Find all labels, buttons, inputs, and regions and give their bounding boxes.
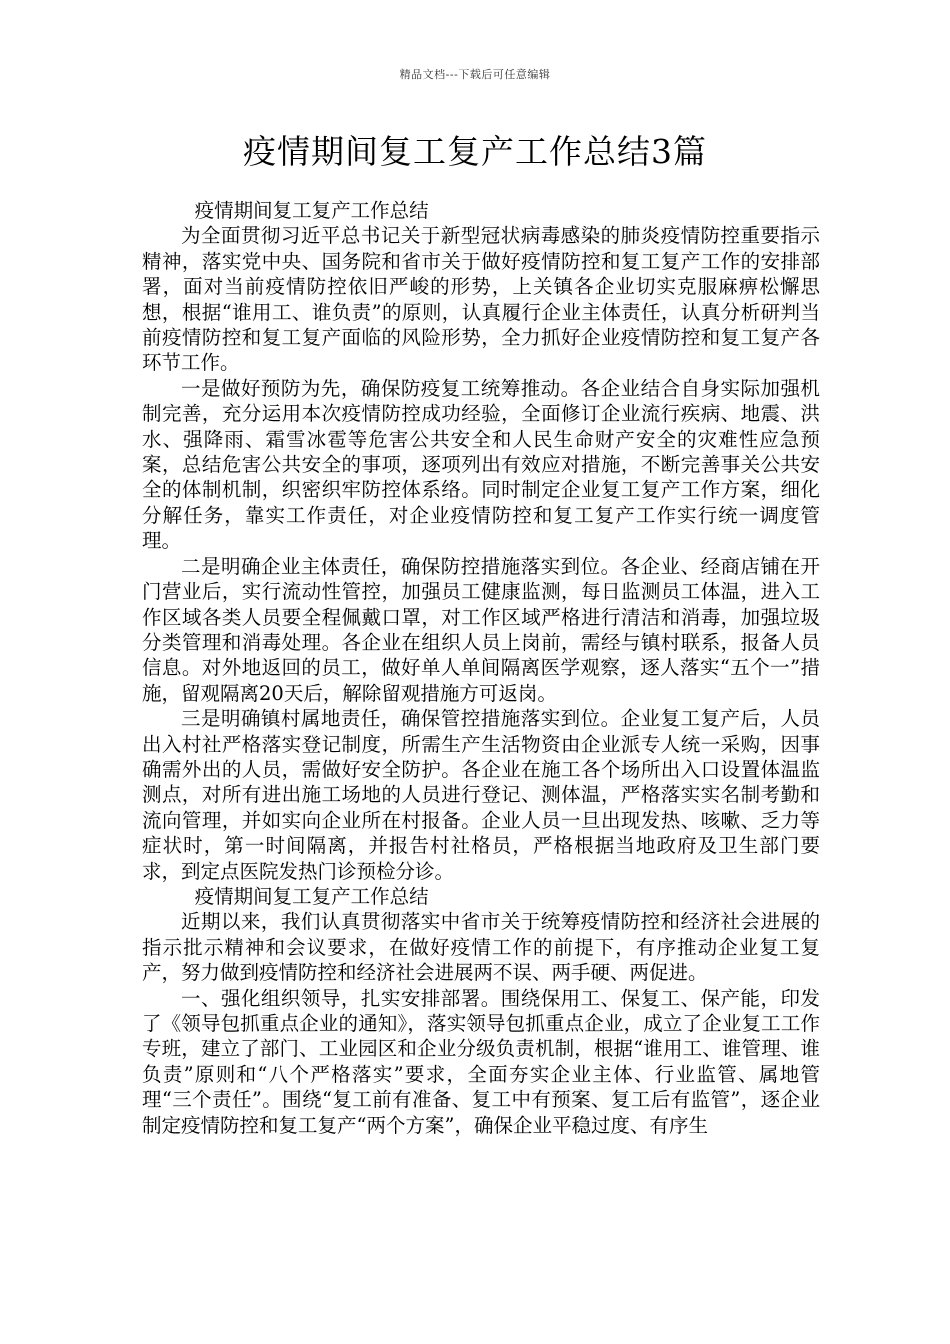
section-heading: 疫情期间复工复产工作总结 (194, 884, 429, 908)
section-heading: 疫情期间复工复产工作总结 (194, 199, 429, 222)
paragraph: 为全面贯彻习近平总书记关于新型冠状病毒感染的肺炎疫情防控重要指示精神，落实党中央、国务院和省市关于做好疫情防控和复工复产工作的安排部署，面对当前疫情防控依旧严峻的形势，上关镇各企业切实克服麻痹松懈思想，根据“谁用工、谁负责”的原则，认真履行企业主体责任，认真分析研判当前疫情防控和复工复产面临的风险形势，全力抓好企业疫情防控和复工复产各环节工作。 (142, 224, 820, 375)
paragraph: 近期以来，我们认真贯彻落实中省市关于统筹疫情防控和经济社会进展的指示批示精神和会议要求，在做好疫情工作的前提下，有序推动企业复工复产，努力做到疫情防控和经济社会进展两不误、两手硬、两促进。 (142, 910, 820, 985)
header-note: 精品文档---下载后可任意编辑 (399, 68, 551, 81)
paragraph: 一是做好预防为先，确保防疫复工统筹推动。各企业结合自身实际加强机制完善，充分运用本次疫情防控成功经验，全面修订企业流行疾病、地震、洪水、强降雨、霜雪冰雹等危害公共安全和人民生命财产安全的灾难性应急预案，总结危害公共安全的事项，逐项列出有效应对措施，不断完善事关公共安全的体制机制，织密织牢防控体系络。同时制定企业复工复产工作方案，细化分解任务，靠实工作责任，对企业疫情防控和复工复产工作实行统一调度管理。 (142, 376, 820, 553)
paragraph: 一、强化组织领导，扎实安排部署。围绕保用工、保复工、保产能，印发了《领导包抓重点企业的通知》，落实领导包抓重点企业，成立了企业复工工作专班，建立了部门、工业园区和企业分级负责机制，根据“谁用工、谁管理、谁负责”原则和“八个严格落实”要求，全面夯实企业主体、行业监管、属地管理“三个责任”。围绕“复工前有准备、复工中有预案、复工后有监管”，逐企业制定疫情防控和复工复产“两个方案”，确保企业平稳过度、有序生 (142, 986, 820, 1137)
paragraph: 三是明确镇村属地责任，确保管控措施落实到位。企业复工复产后，人员出入村社严格落实登记制度，所需生产生活物资由企业派专人统一采购，因事确需外出的人员，需做好安全防护。各企业在施工各个场所出入口设置体温监测点，对所有进出施工场地的人员进行登记、测体温，严格落实实名制考勤和流向管理，并如实向企业所在村报备。企业人员一旦出现发热、咳嗽、乏力等症状时，第一时间隔离，并报告村社格员，严格根据当地政府及卫生部门要求，到定点医院发热门诊预检分诊。 (142, 707, 820, 883)
paragraph: 二是明确企业主体责任，确保防控措施落实到位。各企业、经商店铺在开门营业后，实行流动性管控，加强员工健康监测，每日监测员工体温，进入工作区域各类人员要全程佩戴口罩，对工作区域严格进行清洁和消毒，加强垃圾分类管理和消毒处理。各企业在组织人员上岗前，需经与镇村联系，报备人员信息。对外地返回的员工，做好单人单间隔离医学观察，逐人落实“五个一”措施，留观隔离20天后，解除留观措施方可返岗。 (142, 554, 820, 705)
document-body (142, 198, 820, 1138)
document-title: 疫情期间复工复产工作总结3篇 (243, 132, 707, 171)
